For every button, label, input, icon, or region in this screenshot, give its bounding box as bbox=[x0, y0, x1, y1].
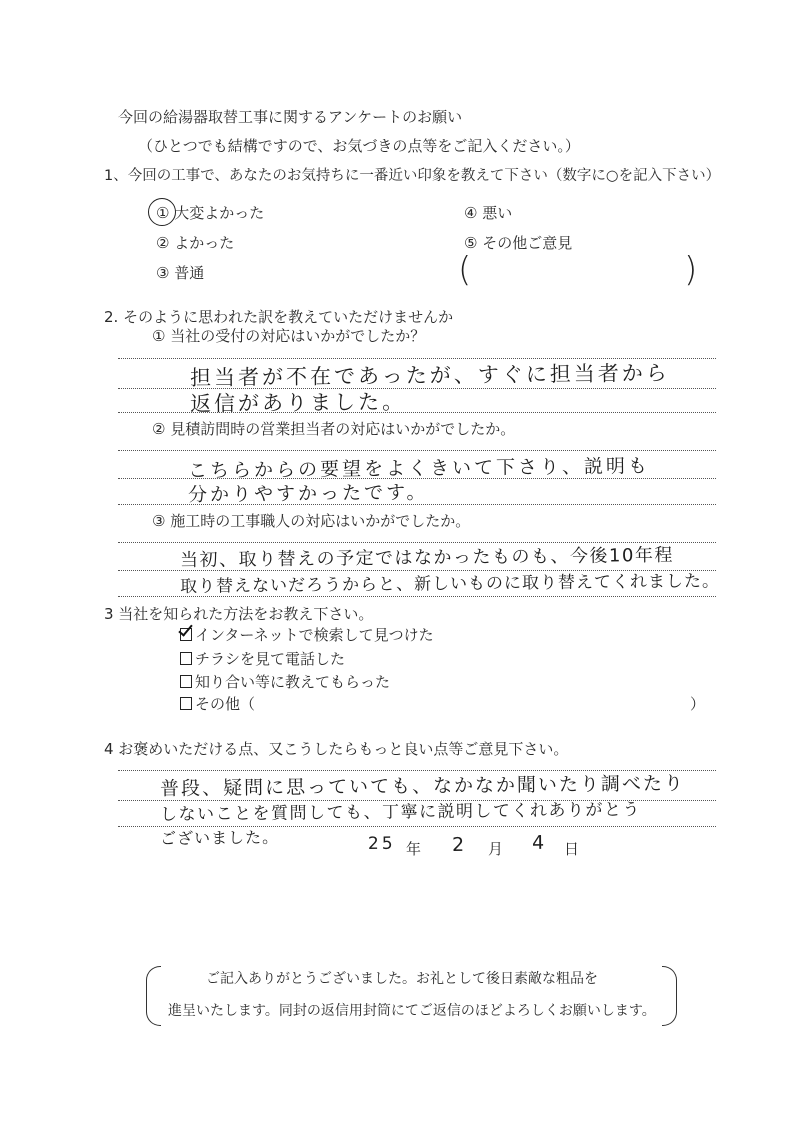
q4-answer-line3: ございました。 bbox=[159, 827, 280, 848]
q3-option-label: 知り合い等に教えてもらった bbox=[195, 673, 391, 691]
q1-other-open-paren: ( bbox=[458, 250, 472, 290]
date-day-label: 日 bbox=[564, 840, 580, 858]
q3-question: 3 当社を知られた方法をお教え下さい。 bbox=[104, 605, 374, 623]
answer-line bbox=[118, 412, 716, 413]
q1-option-3: ③ 普通 bbox=[156, 264, 205, 282]
q3-option-other bbox=[180, 693, 255, 714]
q1-option-4: ④ 悪い bbox=[464, 204, 513, 222]
q1-option-2: ② よかった bbox=[156, 234, 235, 252]
checkbox-icon bbox=[180, 675, 192, 688]
q3-option-acquaintance bbox=[180, 671, 390, 692]
q3-option-flyer bbox=[180, 648, 345, 669]
q3-option-label: チラシを見て電話した bbox=[195, 650, 346, 668]
checkbox-checked-icon bbox=[180, 628, 192, 641]
date-month-label: 月 bbox=[488, 840, 504, 858]
date-year-value: 25 bbox=[367, 833, 396, 854]
q4-answer-line2: しないことを質問しても、丁寧に説明してくれありがとう bbox=[159, 799, 642, 825]
q1-option-1: ① 大変よかった bbox=[156, 204, 265, 222]
q4-answer-line1: 普段、疑問に思っていても、なかなか聞いたり調べたり bbox=[159, 772, 686, 800]
footer-bracket-right bbox=[662, 966, 677, 1026]
survey-title: 今回の給湯器取替工事に関するアンケートのお願い bbox=[118, 108, 463, 126]
q2-sub1: ① 当社の受付の対応はいかがでしたか？ bbox=[152, 327, 426, 345]
q2-sub2: ② 見積訪問時の営業担当者の対応はいかがでしたか。 bbox=[152, 420, 516, 438]
q1-question: 1、今回の工事で、あなたのお気持ちに一番近い印象を教えて下さい（数字に○を記入下さい） bbox=[104, 168, 721, 184]
q2-answer1-line2: 返信がありました。 bbox=[189, 389, 407, 416]
q1-other-close-paren: ) bbox=[684, 250, 698, 290]
q3-other-close-paren: ） bbox=[690, 695, 706, 713]
q2-answer2-line2: 分かりやすかったです。 bbox=[187, 481, 429, 506]
q2-answer3-line1: 当初、取り替えの予定ではなかったものも、今後10年程 bbox=[179, 544, 675, 571]
footer-bracket-left bbox=[146, 966, 161, 1026]
q1-option-5: ⑤ その他ご意見 bbox=[464, 234, 573, 252]
q3-option-internet bbox=[180, 624, 434, 645]
answer-line bbox=[118, 504, 716, 505]
checkbox-icon bbox=[180, 697, 192, 710]
footer-line2: 進呈いたします。同封の返信用封筒にてご返信のほどよろしくお願いします。 bbox=[168, 1003, 656, 1019]
q2-answer2-line1: こちらからの要望をよくきいて下さり、説明も bbox=[187, 455, 651, 482]
date-day-value: 4 bbox=[531, 831, 548, 854]
q2-answer3-line2: 取り替えないだろうからと、新しいものに取り替えてくれました。 bbox=[179, 571, 721, 597]
q3-option-label: インターネットで検索して見つけた bbox=[195, 626, 434, 644]
q3-option-label: その他（ bbox=[195, 695, 256, 713]
survey-subtitle: （ひとつでも結構ですので、お気づきの点等をご記入ください。） bbox=[138, 137, 580, 155]
q2-sub3: ③ 施工時の工事職人の対応はいかがでしたか。 bbox=[152, 512, 471, 530]
date-month-value: 2 bbox=[451, 833, 468, 856]
footer-line1: ご記入ありがとうございました。お礼として後日素敵な粗品を bbox=[206, 971, 598, 987]
q4-question: 4 お褒めいただける点、又こうしたらもっと良い点等ご意見下さい。 bbox=[104, 740, 569, 758]
date-year-label: 年 bbox=[406, 840, 422, 858]
q2-question: 2. そのように思われた訳を教えていただけませんか bbox=[104, 308, 454, 326]
answer-line bbox=[118, 596, 716, 597]
checkbox-icon bbox=[180, 652, 192, 665]
q2-answer1-line1: 担当者が不在であったが、すぐに担当者から bbox=[189, 360, 670, 390]
